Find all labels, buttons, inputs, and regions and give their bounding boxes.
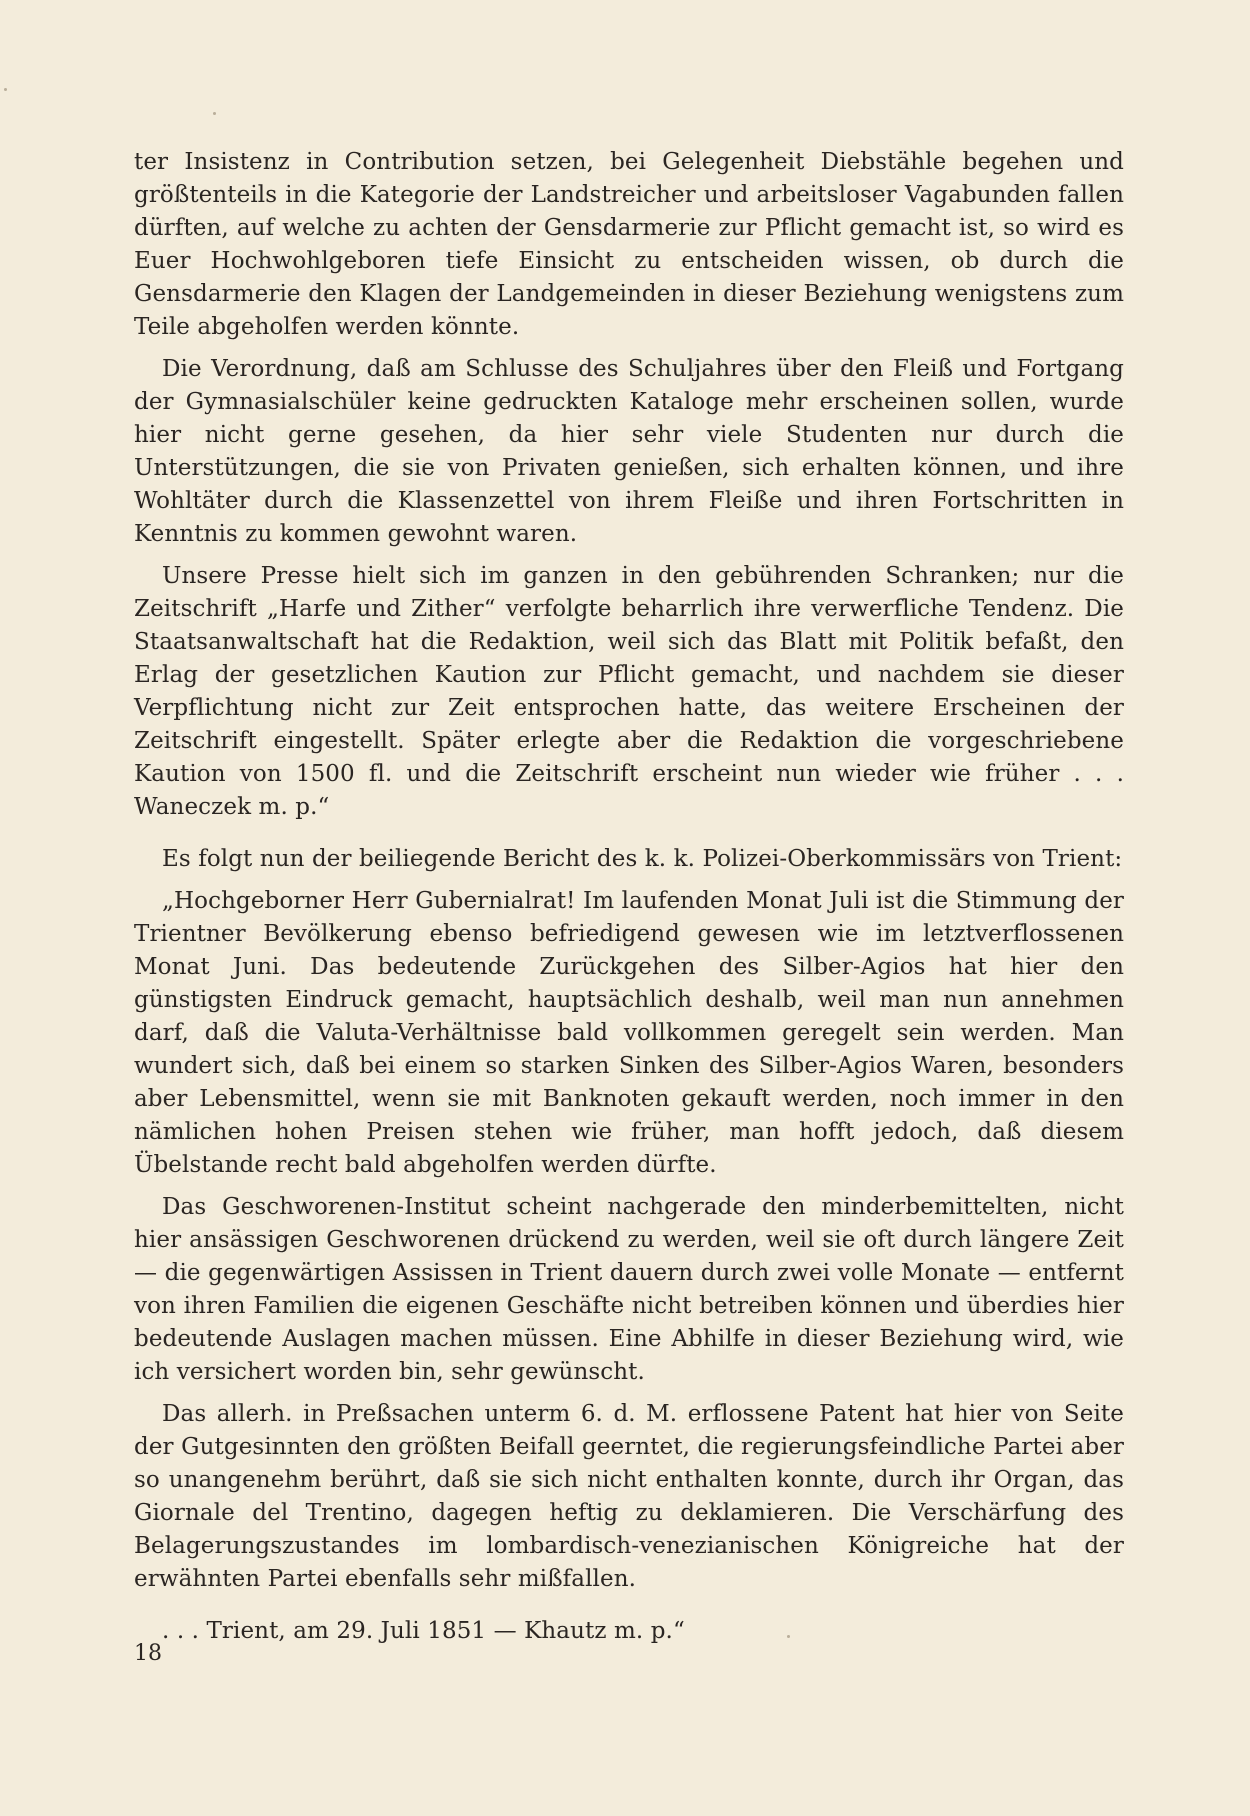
sign-off-line: . . . Trient, am 29. Juli 1851 — Khautz m. p.“ — [162, 1618, 685, 1644]
paper-speck — [4, 88, 7, 91]
paragraph-3: Unsere Presse hielt sich im ganzen in den gebührenden Schranken; nur die Zeitschrift „Harfe und Zither“ verfolgte beharrlich ihre verwerfliche Tendenz. Die Staatsanwaltschaft hat die Redaktion, weil sich das Blatt mit Politik befaßt, den Erlag der gesetzlichen Kaution zur Pflicht gemacht, und nachdem sie dieser Verpflichtung nicht zur Zeit entsprochen hatte, das weitere Erscheinen der Zeitschrift eingestellt. Später erlegte aber die Redaktion die vorgeschriebene Kaution von 1500 fl. und die Zeitschrift erscheint nun wieder wie früher . . . Waneczek m. p.“ — [134, 563, 1124, 820]
paragraph-2: Die Verordnung, daß am Schlusse des Schuljahres über den Fleiß und Fortgang der Gymnasialschüler keine gedruckten Kataloge mehr erscheinen sollen, wurde hier nicht gerne gesehen, da hier sehr viele Studenten nur durch die Unterstützungen, die sie von Privaten genießen, sich erhalten können, und ihre Wohltäter durch die Klassenzettel von ihrem Fleiße und ihren Fortschritten in Kenntnis zu kommen gewohnt waren. — [134, 356, 1124, 547]
paragraph-5: „Hochgeborner Herr Gubernialrat! Im laufenden Monat Juli ist die Stimmung der Trientner Bevölkerung ebenso befriedigend gewesen wie im letztverflossenen Monat Juni. Das bedeutende Zurückgehen des Silber-Agios hat hier den günstigsten Eindruck gemacht, hauptsächlich deshalb, weil man nun annehmen darf, daß die Valuta-Verhältnisse bald vollkommen geregelt sein werden. Man wundert sich, daß bei einem so starken Sinken des Silber-Agios Waren, besonders aber Lebensmittel, wenn sie mit Banknoten gekauft werden, noch immer in den nämlichen hohen Preisen stehen wie früher, man hofft jedoch, daß diesem Übelstande recht bald abgeholfen werden dürfte. — [134, 888, 1124, 1178]
body-text — [134, 146, 1124, 1648]
paragraph-1: ter Insistenz in Contribution setzen, bei Gelegenheit Diebstähle begehen und größtenteils in die Kategorie der Landstreicher und arbeitsloser Vagabunden fallen dürften, auf welche zu achten der Gensdarmerie zur Pflicht gemacht ist, so wird es Euer Hochwohlgeboren tiefe Einsicht zu entscheiden wissen, ob durch die Gensdarmerie den Klagen der Landgemeinden in dieser Beziehung wenigstens zum Teile abgeholfen werden könnte. — [134, 149, 1124, 340]
paragraph-4: Es folgt nun der beiliegende Bericht des k. k. Polizei-Oberkommissärs von Trient: — [162, 846, 1123, 872]
page-number: 18 — [134, 1641, 162, 1666]
paragraph-6: Das Geschworenen-Institut scheint nachgerade den minderbemittelten, nicht hier ansässigen Geschworenen drückend zu werden, weil sie oft durch längere Zeit — die gegenwärtigen Assissen in Trient dauern durch zwei volle Monate — entfernt von ihren Familien die eigenen Geschäfte nicht betreiben können und überdies hier bedeutende Auslagen machen müssen. Eine Abhilfe in dieser Beziehung wird, wie ich versichert worden bin, sehr gewünscht. — [134, 1194, 1124, 1385]
paper-speck — [213, 112, 216, 115]
paragraph-7: Das allerh. in Preßsachen unterm 6. d. M. erflossene Patent hat hier von Seite der Gutgesinnten den größten Beifall geerntet, die regierungsfeindliche Partei aber so unangenehm berührt, daß sie sich nicht enthalten konnte, durch ihr Organ, das Giornale del Trentino, dagegen heftig zu deklamieren. Die Verschärfung des Belagerungszustandes im lombardisch-venezianischen Königreiche hat der erwähnten Partei ebenfalls sehr mißfallen. — [134, 1401, 1124, 1592]
